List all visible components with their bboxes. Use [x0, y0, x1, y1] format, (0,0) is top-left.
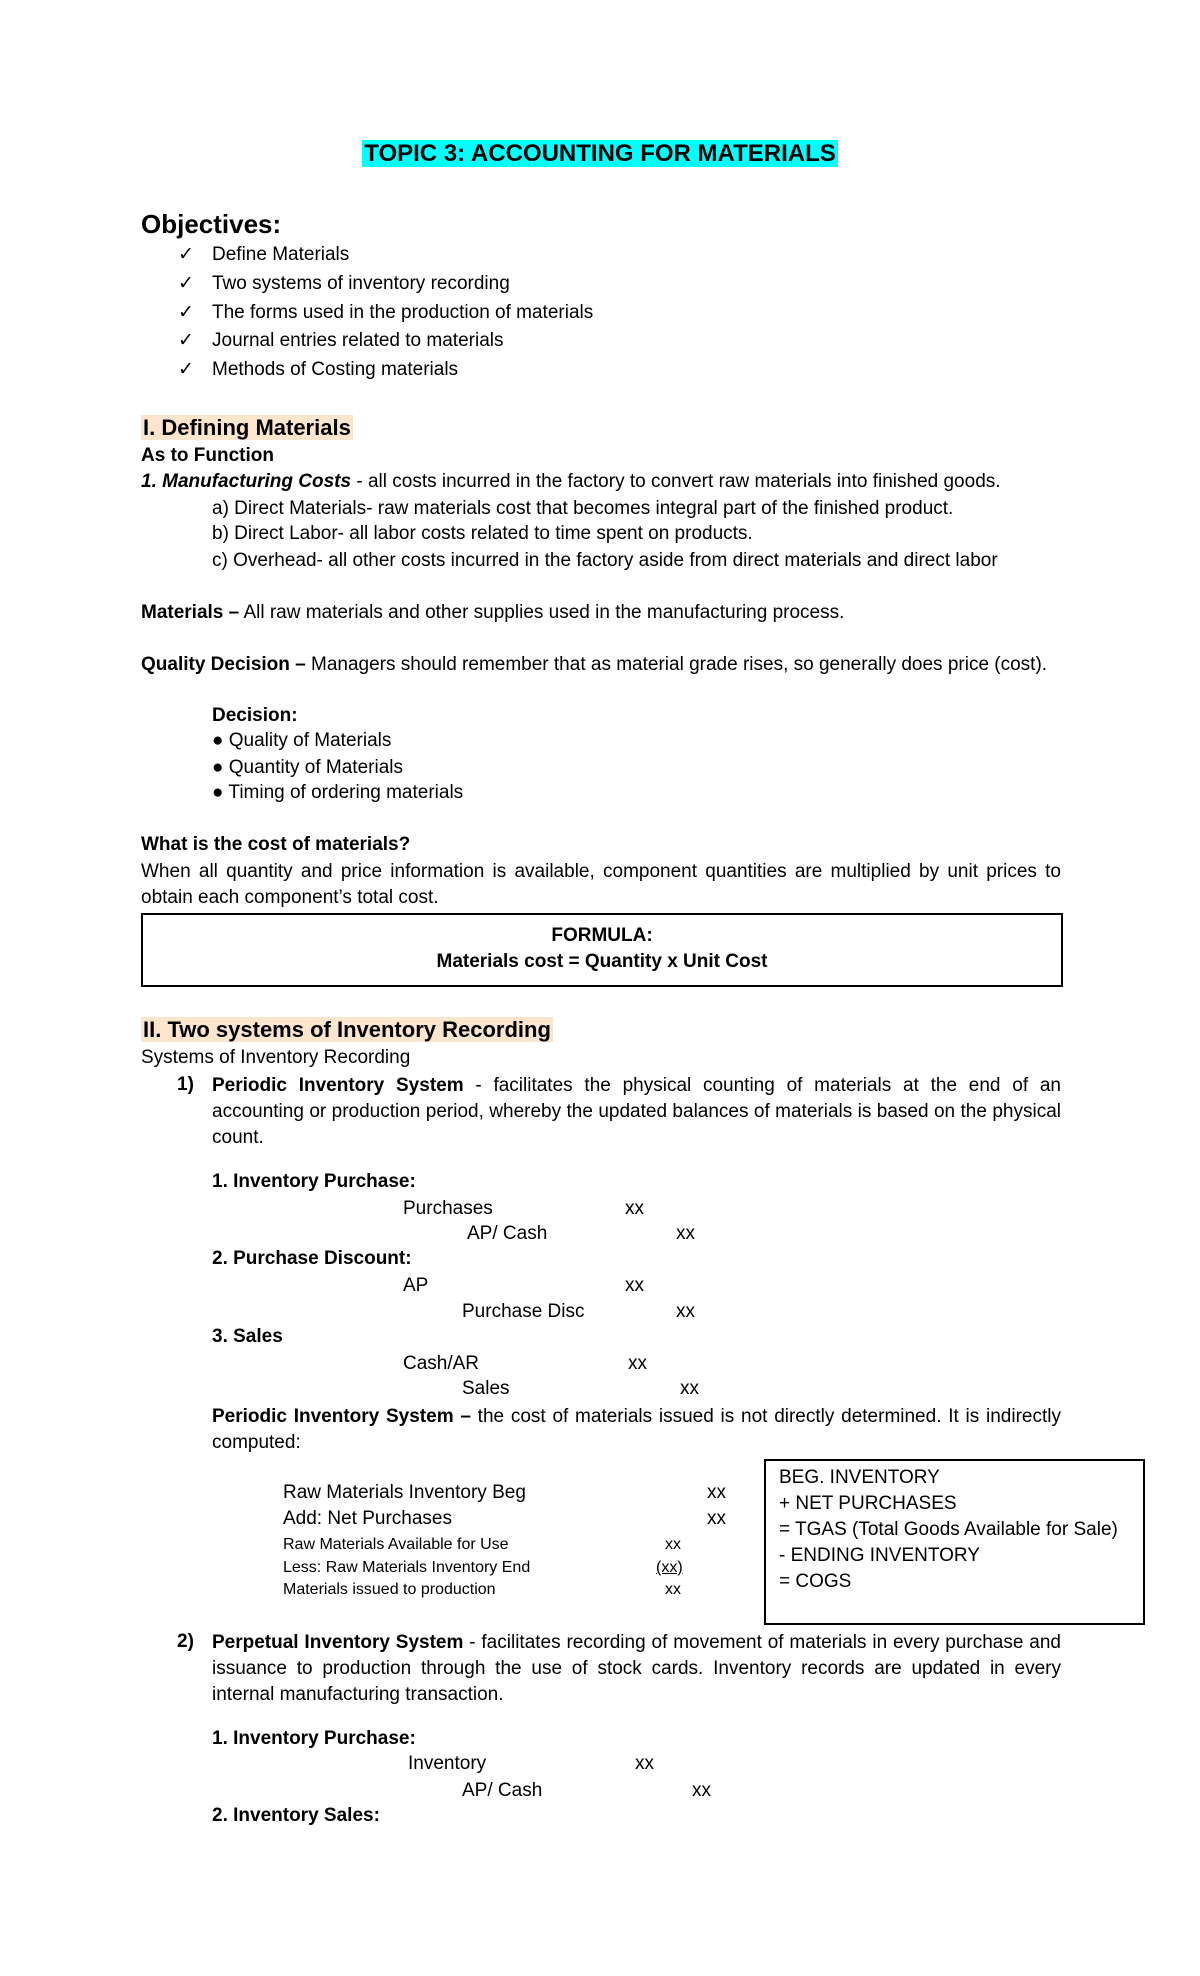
journal-title: 2. Purchase Discount:: [212, 1248, 412, 1269]
cogs-line: - ENDING INVENTORY: [779, 1545, 980, 1566]
calc-amount: xx: [707, 1508, 726, 1529]
cost-item: b) Direct Labor- all labor costs related to time spent on products.: [212, 523, 753, 544]
debit-account: AP: [403, 1275, 429, 1296]
page-title: [0, 142, 1200, 168]
section-2-heading-text: II. Two systems of Inventory Recording: [143, 1017, 551, 1042]
cost-item: a) Direct Materials- raw materials cost that becomes integral part of the finished product.: [212, 498, 954, 519]
calc-amount: xx: [707, 1482, 726, 1503]
formula-label: FORMULA:: [551, 925, 653, 946]
p2-label: Perpetual Inventory System: [212, 1632, 464, 1653]
perpetual-system-description: [212, 1630, 1061, 1708]
calc-label: Add: Net Purchases: [283, 1508, 452, 1529]
check-icon: ✓: [178, 359, 194, 380]
credit-amount: xx: [680, 1378, 699, 1399]
credit-amount: xx: [676, 1301, 695, 1322]
objective-item: Two systems of inventory recording: [212, 273, 510, 294]
credit-account: Sales: [462, 1378, 510, 1399]
credit-amount: xx: [692, 1780, 711, 1801]
cost-text: When all quantity and price information is available, component quantities are multiplied by unit prices to obtain each component’s total cost.: [141, 861, 1061, 908]
as-to-function: As to Function: [141, 445, 274, 466]
calc-label: Materials issued to production: [283, 1581, 496, 1598]
debit-account: Purchases: [403, 1198, 493, 1219]
systems-subheading: Systems of Inventory Recording: [141, 1047, 411, 1068]
credit-account: AP/ Cash: [462, 1780, 543, 1801]
objective-item: Define Materials: [212, 244, 350, 265]
decision-label: Decision:: [212, 705, 298, 726]
quality-text: Managers should remember that as material grade rises, so generally does price (cost).: [305, 654, 1048, 675]
objectives-heading: Objectives:: [141, 209, 282, 239]
section-1-heading: [141, 416, 353, 442]
decision-item: ● Quality of Materials: [212, 730, 392, 751]
check-icon: ✓: [178, 330, 194, 351]
calc-label: Raw Materials Inventory Beg: [283, 1482, 526, 1503]
calc-label: Less: Raw Materials Inventory End: [283, 1559, 531, 1576]
journal-title: 2. Inventory Sales:: [212, 1805, 380, 1826]
decision-item: ● Timing of ordering materials: [212, 782, 464, 803]
debit-amount: xx: [635, 1753, 654, 1774]
quality-decision: [141, 652, 1061, 678]
formula-text: Materials cost = Quantity x Unit Cost: [436, 951, 768, 972]
decision-item: ● Quantity of Materials: [212, 757, 403, 778]
credit-account: AP/ Cash: [467, 1223, 548, 1244]
section-2-heading: [141, 1018, 553, 1044]
check-icon: ✓: [178, 244, 194, 265]
debit-amount: xx: [625, 1275, 644, 1296]
p1-text: - facilitates the physical counting of materials at the end of an accounting or production period, whereby the updated balances of materials is based on the physical count.: [212, 1075, 1061, 1148]
journal-title: 1. Inventory Purchase:: [212, 1728, 416, 1749]
debit-account: Cash/AR: [403, 1353, 480, 1374]
credit-account: Purchase Disc: [462, 1301, 585, 1322]
cost-item: c) Overhead- all other costs incurred in the factory aside from direct materials and direct labor: [212, 550, 998, 571]
formula-box: [141, 913, 1063, 987]
cogs-line: = COGS: [779, 1571, 852, 1592]
item-number: 2): [177, 1631, 194, 1652]
pis-label: Periodic Inventory System –: [212, 1406, 471, 1427]
objective-item: Journal entries related to materials: [212, 330, 504, 351]
cogs-line: = TGAS (Total Goods Available for Sale): [779, 1519, 1118, 1540]
calc-amount: xx: [665, 1581, 681, 1598]
objective-item: Methods of Costing materials: [212, 359, 459, 380]
calc-amount: (xx): [656, 1559, 683, 1576]
materials-label: Materials –: [141, 602, 240, 623]
journal-title: 3. Sales: [212, 1326, 283, 1347]
cogs-line: + NET PURCHASES: [779, 1493, 957, 1514]
cogs-formula-box: [764, 1459, 1145, 1625]
pis-text: the cost of materials issued is not directly determined. It is indirectly computed:: [212, 1406, 1061, 1453]
debit-account: Inventory: [408, 1753, 487, 1774]
debit-amount: xx: [628, 1353, 647, 1374]
journal-title: 1. Inventory Purchase:: [212, 1171, 416, 1192]
check-icon: ✓: [178, 273, 194, 294]
p2-text: - facilitates recording of movement of materials in every purchase and issuance to production through the use of stock cards. Inventory records are updated in every internal manufacturing transaction.: [212, 1632, 1061, 1705]
item-number: 1): [177, 1074, 194, 1095]
check-icon: ✓: [178, 302, 194, 323]
manufacturing-costs: [141, 470, 1001, 494]
objective-item: The forms used in the production of materials: [212, 302, 594, 323]
credit-amount: xx: [676, 1223, 695, 1244]
periodic-note: [212, 1404, 1061, 1456]
periodic-system-description: [212, 1073, 1061, 1151]
mc-text: - all costs incurred in the factory to convert raw materials into finished goods.: [351, 471, 1001, 492]
materials-definition: [141, 601, 844, 625]
cogs-line: BEG. INVENTORY: [779, 1467, 940, 1488]
section-1-heading-text: I. Defining Materials: [143, 415, 351, 440]
title-text: TOPIC 3: ACCOUNTING FOR MATERIALS: [364, 140, 836, 167]
calc-label: Raw Materials Available for Use: [283, 1536, 509, 1553]
materials-text: All raw materials and other supplies used in the manufacturing process.: [239, 602, 845, 623]
quality-label: Quality Decision –: [141, 654, 306, 675]
debit-amount: xx: [625, 1198, 644, 1219]
p1-label: Periodic Inventory System: [212, 1075, 464, 1096]
cost-question: What is the cost of materials?: [141, 834, 411, 855]
mc-label: 1. Manufacturing Costs: [141, 471, 352, 492]
calc-amount: xx: [665, 1536, 681, 1553]
